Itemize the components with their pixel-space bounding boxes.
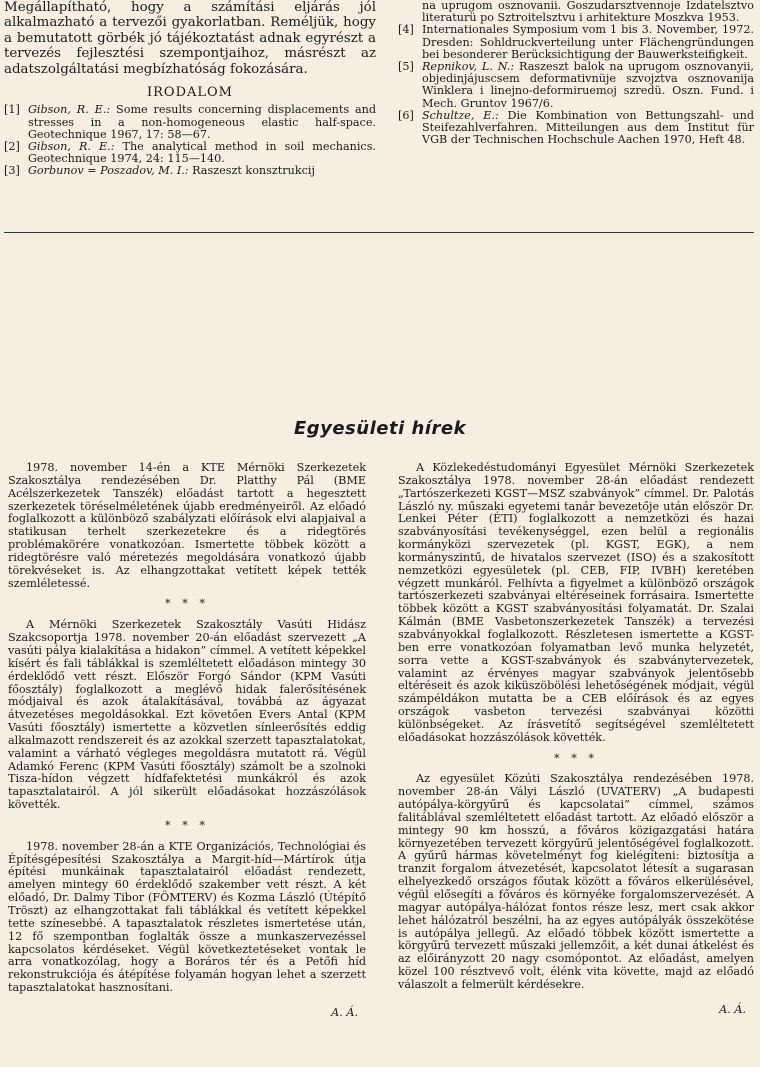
- news-paragraph: 1978. november 28-án a KTE Organizációs, Technológiai és Építésgépesítési Szakosztálya a Margit-híd—Mártírok útja építési munkáinak tapasztalatairól előadást rendezett, amelyen mintegy 60 érdeklődő szakember vett részt. A két előadó, Dr. Dalmy Tibor (FÖMTERV) és Kozma László (Útépítő Tröszt) az elhangzottakat fali táblákkal és vetített képekkel tette színesebbé. A tapasztalatok részletes ismertetése után, 12 fő szempontban foglalták össze a munkaszervezéssel kapcsolatos kérdéseket. Végül következtetéseket vontak le arra vonatkozólag, hogy a Boráros tér és a Petőfi híd rekonstrukciója és átépítése folyamán hogyan lehet a szerzett tapasztalatokat hasznosítani.: [8, 839, 366, 995]
- news-column-right: [398, 462, 754, 1017]
- news-paragraph: A Mérnöki Szerkezetek Szakosztály Vasúti Hidász Szakcsoportja 1978. november 20-án előadást szervezett „A vasúti pálya kialakítása a hidakon” címmel. A vetített képekkel kísért és fali táblákkal is szemléltetett előadáson mintegy 30 érdeklődő vett részt. Először Forgó Sándor (KPM Vasúti főosztály) foglalkozott a meglévő hidak falerősítésének módjaival és azok átalakításával, továbbá az ágyazat átvezetéses megoldásokkal. Ezt követően Evers Antal (KPM Vasúti főosztály) ismertette a közvetlen sínleerősítés eddig alkalmazott rendszereit és az azokkal szerzett tapasztalatokat, valamint a várható végleges megoldásra mutatott rá. Végül Adamkó Ferenc (KPM Vasúti főosztály) számolt be a szolnoki Tisza-hídon végzett hídfafektetési munkákról és azok tapasztalatairól. A jól sikerült előadásokat hozzászólások követték.: [8, 618, 366, 812]
- reference-number: [6]: [398, 108, 414, 122]
- reference-item: [398, 110, 754, 147]
- intro-column: [4, 0, 376, 178]
- reference-item: [398, 61, 754, 110]
- section-title: Egyesületi hírek: [293, 418, 467, 439]
- separator-stars: * * *: [165, 818, 209, 832]
- reference-author: Gibson, R. E.:: [28, 140, 115, 154]
- news-column-left: [8, 462, 366, 1020]
- reference-text: Internationales Symposium vom 1 bis 3. November, 1972. Dresden: Sohldruckverteilung unter Flächengründungen bei besonderer Berücksichtigung der Bauwerksteifigkeit.: [422, 23, 754, 61]
- news-paragraph: Az egyesület Közúti Szakosztálya rendezésében 1978. november 28-án Vályi László (UVATERV) „A budapesti autópálya-körgyűrű és kapcsolatai” címmel, számos falitáblával szemléltetett előadást tartott. Az előadó először a mintegy 90 km hosszú, a főváros közigazgatási határa környezetében tervezett körgyűrű jelentőségével foglalkozott. A gyűrű hármas követelményt fog kielégíteni: biztosítja a tranzit forgalom átvezetését, kapcsolatot létesít a sugarasan elhelyezkedő országos főutak között a főváros elkerülésével, végül elősegíti a főváros és környéke forgalomszervezését. A magyar autópálya-hálózat fontos része lesz, mert csak akkor lehet hálózatról beszélni, ha az egyes autópályák összekötése is autópálya jellegű. Az előadó többek között ismertette a körgyűrű tervezett műszaki jellemzőit, a két dunai átkelést és az előirányzott 20 nagy csomópontot. Az előadást, amelyen közel 100 résztvevő volt, élénk vita követte, majd az előadó válaszolt a felmerült kérdésekre.: [398, 772, 754, 991]
- references-list-left: [4, 104, 376, 177]
- reference-number: [5]: [398, 60, 414, 74]
- reference-text: Some results concerning displacements and stresses in a non-homogeneous elastic half-space. Geotechnique 1967, 17: 58—67.: [28, 103, 377, 141]
- reference-item: [4, 165, 376, 177]
- reference-author: Gorbunov = Poszadov, M. I.:: [28, 164, 189, 178]
- reference-item: [398, 24, 754, 61]
- section-divider: [4, 232, 754, 233]
- reference-number: [4]: [398, 23, 414, 37]
- reference-author: Repnikov, L. N.:: [422, 60, 515, 74]
- author-signature: A. Á.: [719, 1002, 746, 1016]
- separator-stars: * * *: [165, 597, 209, 611]
- reference-number: [3]: [4, 164, 20, 178]
- reference-text: The analytical method in soil mechanics. Geotechnique 1974, 24: 115—140.: [28, 140, 376, 166]
- reference-author: Schultze, E.:: [422, 108, 499, 122]
- intro-paragraph: Megállapítható, hogy a számítási eljárás jól alkalmazható a tervezői gyakorlatban. Reméljük, hogy a bemutatott görbék jó tájékoztatást adnak egyrészt a tervezés fejlesztési szempontjaihoz, másrészt az adatszolgáltatási megbízhatóság fokozására.: [4, 0, 376, 77]
- reference-text: Die Kombination von Bettungszahl- und Steifezahlverfahren. Mitteilungen aus dem Institut für VGB der Technischen Hochschule Aachen 1970, Heft 48.: [422, 108, 754, 147]
- reference-text: Raszeszt balok na uprugom osznovanyii, objedinjájuscsem deformativnüje szvojztva osznovanija Winklera i linejno-deformiruemoj szredü. Oszn. Fund. i Mech. Gruntov 1967/6.: [422, 60, 754, 110]
- reference-text: Raszeszt konsztrukcij: [188, 164, 315, 178]
- author-signature: A. Á.: [331, 1005, 358, 1019]
- reference-item: [4, 141, 376, 165]
- references-column-right: [398, 0, 754, 146]
- news-paragraph: 1978. november 14-én a KTE Mérnöki Szerkezetek Szakosztálya rendezésében Dr. Platthy Pál (BME Acélszerkezetek Tanszék) előadást tartott a hegesztett szerkezetek töréselméletének újabb eredményeiről. Az előadó foglalkozott a különböző szabályzati előírások elvi alapjaival a statikusan terhelt szerkezetekre és a ridegtörés problémakörére vonatkozóan. Ismertette többek között a ridegtörésre való méretezés megoldására vonatkozó újabb törekvéseket is. Az elhangzottakat vetített képek tették szemléletessé.: [8, 461, 366, 590]
- reference-author: Gibson, R. E.:: [28, 103, 111, 117]
- separator-stars: * * *: [554, 751, 598, 765]
- reference-continuation: na uprugom osznovanii. Goszudarsztvennoje Izdatelsztvo literaturü po Sztroitelsztvu i arhitekture Moszkva 1953.: [422, 0, 754, 25]
- news-paragraph: A Közlekedéstudományi Egyesület Mérnöki Szerkezetek Szakosztálya 1978. november 28-án előadást rendezett „Tartószerkezeti KGST—MSZ szabványok” címmel. Dr. Palotás László ny. műszaki egyetemi tanár bevezetője után először Dr. Lenkei Péter (ÉTI) foglalkozott a nemzetközi és hazai szabványosítási tevékenységgel, ezen belül a regionális kormányközi szervezetek (pl. KGST, EGK), a nem kormányszintű, de hivatalos szervezet (ISO) és a szakosított nemzetközi egyesületek (pl. CEB, FIP, IVBH) keretében végzett munkáról. Felhívta a figyelmet a különböző országok tartószerkezeti szabványai eltéréseinek forrásaira. Ismertette többek között a KGST szabványosítási folyamatát. Dr. Szalai Kálmán (BME Vasbetonszerkezetek Tanszék) a tervezési szabványokkal foglalkozott. Részletesen ismertette a KGST-ben erre vonatkozóan folyamatban levő munka helyzetét, sorra vette a KGST-szabványok és szabványtervezetek, valamint az érvényes magyar szabványok jelentősebb eltéréseit és azok kiküszöbölési lehetőségének módjait, végül számpéldákon mutatta be a CEB előírások és az egyes országok vasbeton tervezési szabványai közötti különbségeket. Az írásvetítő segítségével szemléltetett előadásokat hozzászólások követték.: [398, 461, 754, 744]
- reference-item: [4, 104, 376, 141]
- reference-number: [2]: [4, 140, 20, 154]
- reference-number: [1]: [4, 103, 20, 117]
- references-heading: IRODALOM: [147, 85, 233, 101]
